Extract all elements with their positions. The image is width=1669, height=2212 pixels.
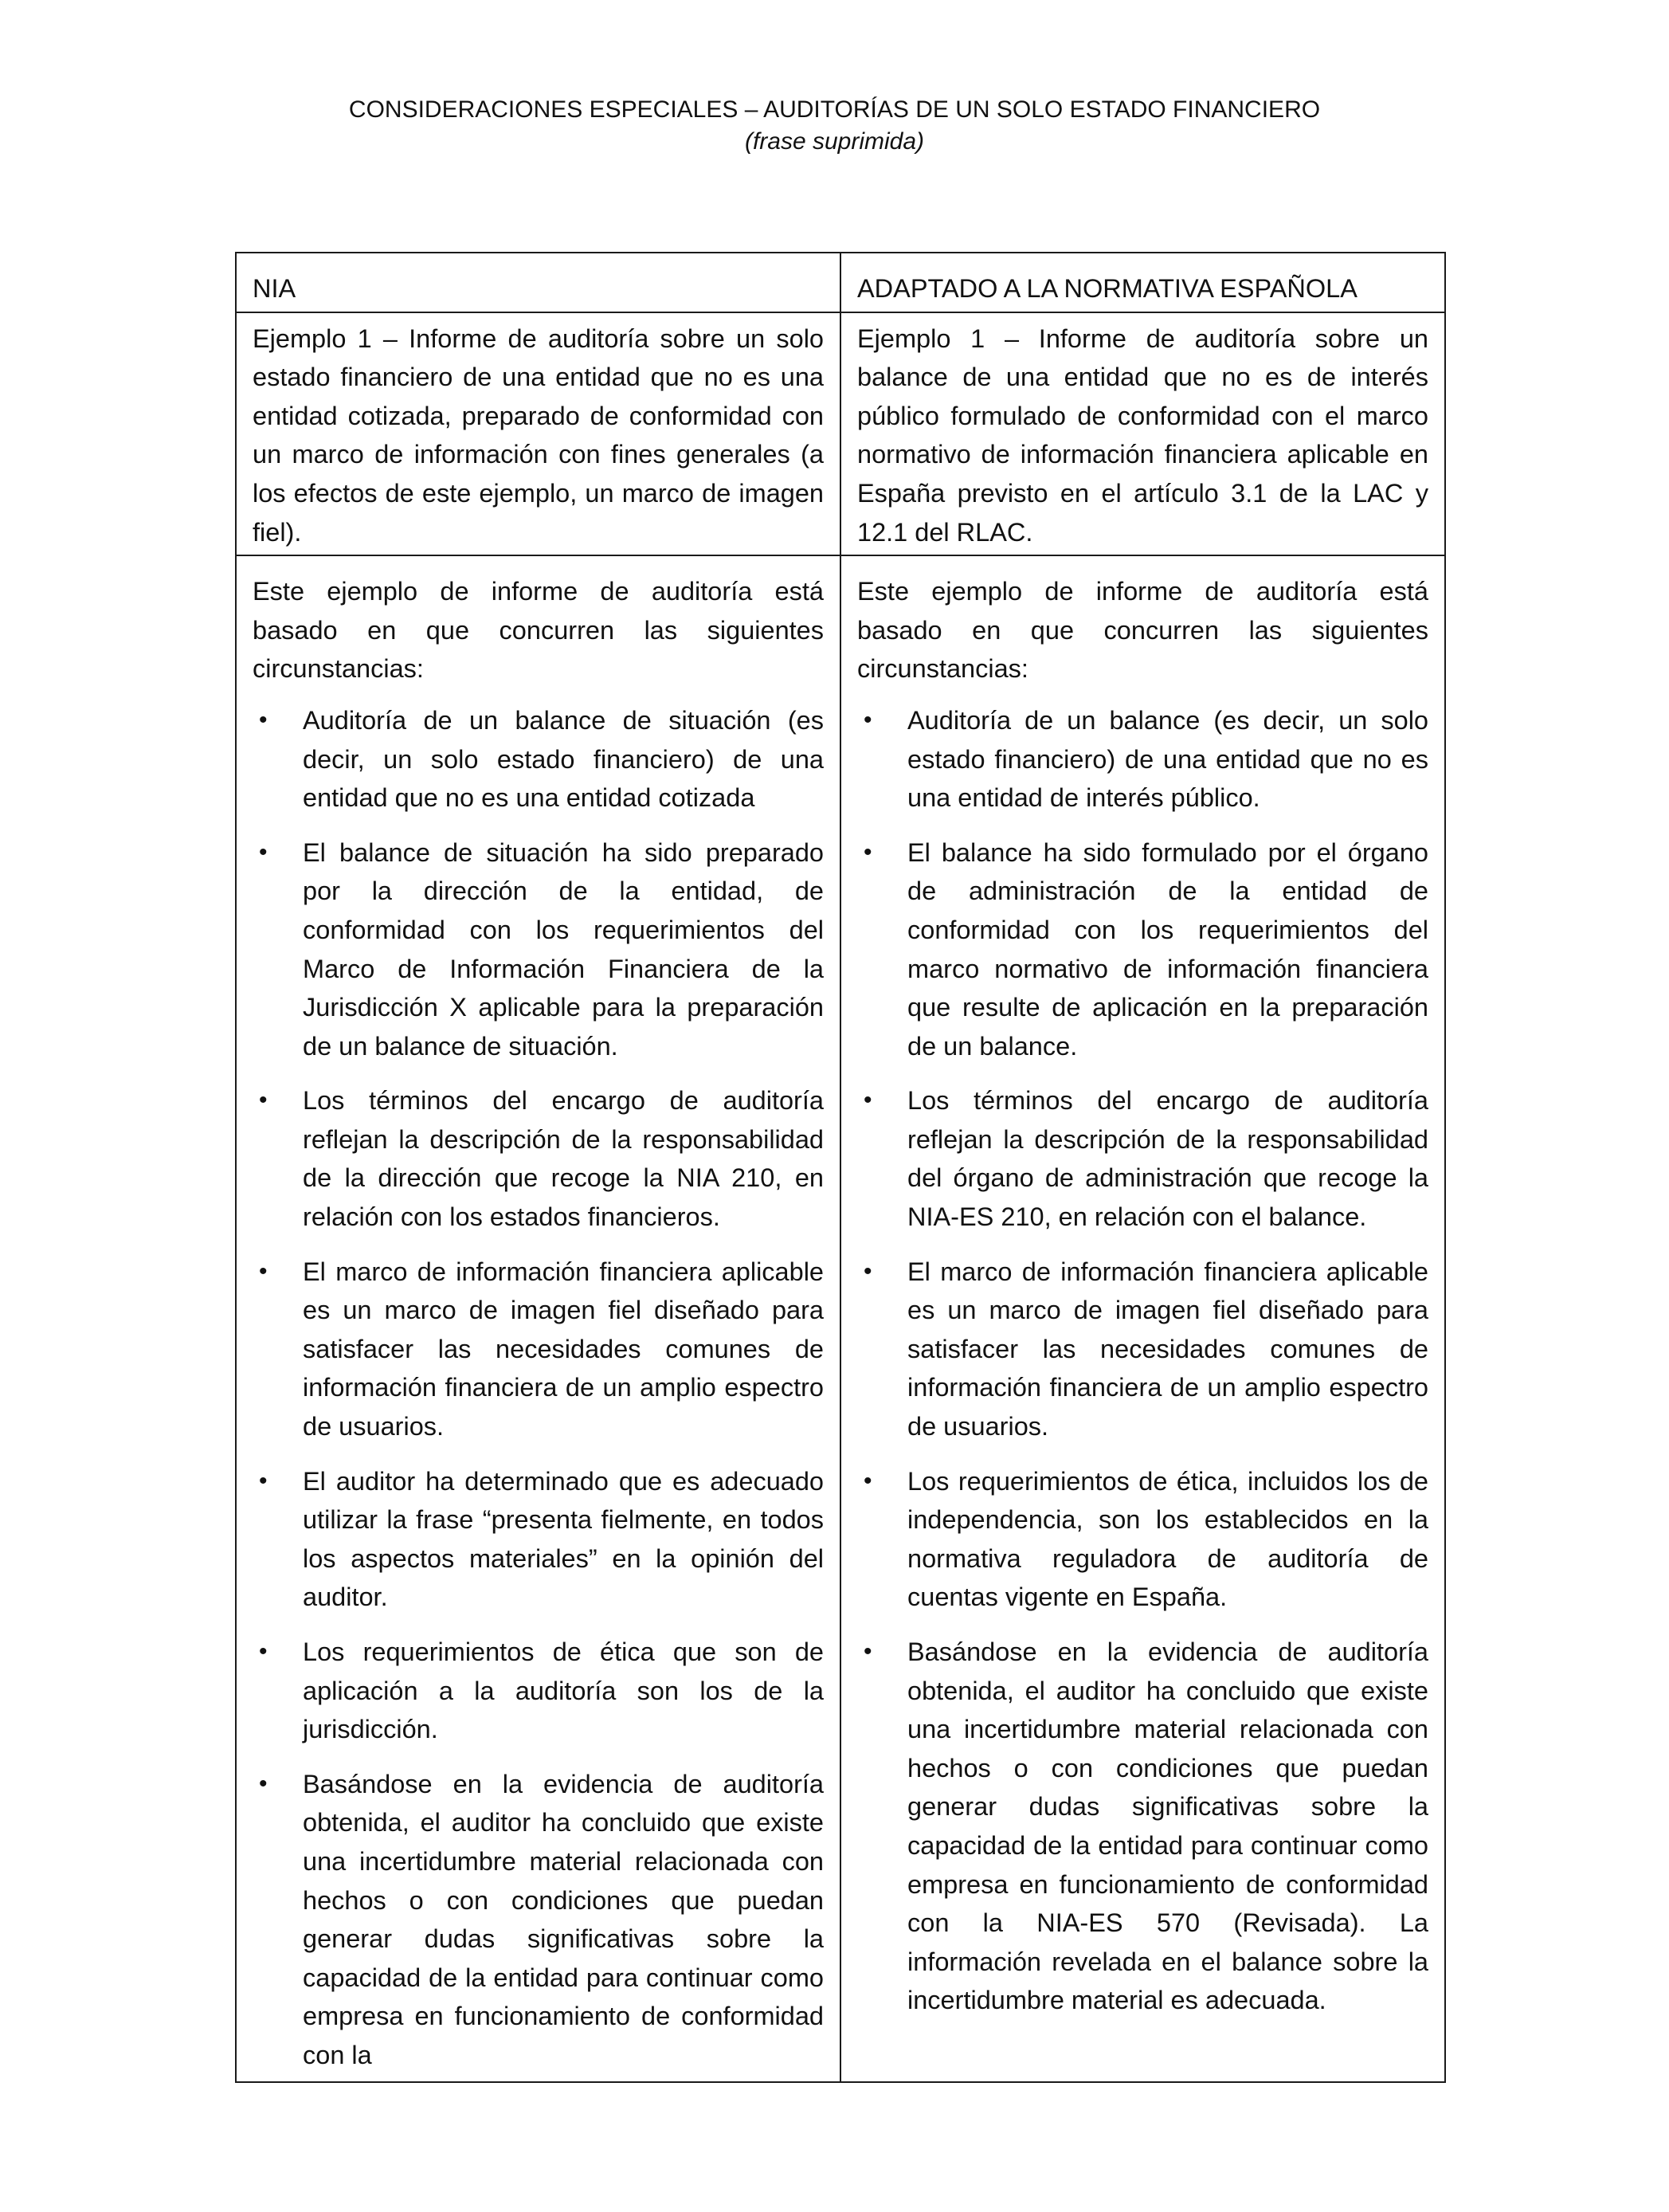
example-title-spanish: Ejemplo 1 – Informe de auditoría sobre un balance de una entidad que no es de interés público formulado de conformidad con el marco normativo de información financiera aplicable en España previsto en el artículo 3.1 de la LAC y 12.1 del RLAC. — [840, 312, 1445, 556]
example-title-row — [236, 312, 1445, 556]
column-header-spanish: ADAPTADO A LA NORMATIVA ESPAÑOLA — [840, 253, 1445, 312]
list-item: • Los términos del encargo de auditoría reflejan la descripción de la responsabilidad de la dirección que recoge la NIA 210, en relación con los estados financieros. — [253, 1081, 824, 1236]
comparison-table — [235, 252, 1446, 2083]
circumstances-cell-nia — [236, 555, 840, 2081]
table-header-row — [236, 253, 1445, 312]
circumstances-cell-spanish — [840, 555, 1445, 2081]
list-item: • Basándose en la evidencia de auditoría obtenida, el auditor ha concluido que existe una incertidumbre material relacionada con hechos o con condiciones que puedan generar dudas significativas sobre la capacidad de la entidad para continuar como empresa en funcionamiento de conformidad con la — [253, 1765, 824, 2075]
list-item: • El balance de situación ha sido preparado por la dirección de la entidad, de conformidad con los requerimientos del Marco de Información Financiera de la Jurisdicción X aplicable para la preparación de un balance de situación. — [253, 833, 824, 1066]
list-item: • Auditoría de un balance de situación (es decir, un solo estado financiero) de una entidad que no es una entidad cotizada — [253, 701, 824, 818]
list-item: • Los requerimientos de ética que son de aplicación a la auditoría son los de la jurisdicción. — [253, 1633, 824, 1749]
column-header-nia: NIA — [236, 253, 840, 312]
list-item: • El balance ha sido formulado por el órgano de administración de la entidad de conformidad con los requerimientos del marco normativo de información financiera que resulte de aplicación en la preparación de un balance. — [857, 833, 1428, 1066]
list-item: • El marco de información financiera aplicable es un marco de imagen fiel diseñado para satisfacer las necesidades comunes de información financiera de un amplio espectro de usuarios. — [857, 1253, 1428, 1446]
list-item: • El marco de información financiera aplicable es un marco de imagen fiel diseñado para satisfacer las necesidades comunes de información financiera de un amplio espectro de usuarios. — [253, 1253, 824, 1446]
list-item: • Los términos del encargo de auditoría reflejan la descripción de la responsabilidad del órgano de administración que recoge la NIA-ES 210, en relación con el balance. — [857, 1081, 1428, 1236]
list-item: • Basándose en la evidencia de auditoría obtenida, el auditor ha concluido que existe una incertidumbre material relacionada con hechos o con condiciones que puedan generar dudas significativas sobre la capacidad de la entidad para continuar como empresa en funcionamiento de conformidad con la NIA-ES 570 (Revisada). La información revelada en el balance sobre la incertidumbre material es adecuada. — [857, 1633, 1428, 2020]
intro-text-spanish: Este ejemplo de informe de auditoría está basado en que concurren las siguientes circunstancias: — [857, 577, 1428, 684]
example-title-nia: Ejemplo 1 – Informe de auditoría sobre un solo estado financiero de una entidad que no es una entidad cotizada, preparado de conformidad con un marco de información con fines generales (a los efectos de este ejemplo, un marco de imagen fiel). — [236, 312, 840, 556]
circumstances-row — [236, 555, 1445, 2081]
document-title: CONSIDERACIONES ESPECIALES – AUDITORÍAS DE UN SOLO ESTADO FINANCIERO — [348, 96, 1321, 123]
intro-text-nia: Este ejemplo de informe de auditoría está basado en que concurren las siguientes circunstancias: — [253, 577, 824, 684]
bullet-list-nia — [253, 701, 824, 2075]
page-header — [0, 94, 1669, 158]
list-item: • El auditor ha determinado que es adecuado utilizar la frase “presenta fielmente, en todos los aspectos materiales” en la opinión del auditor. — [253, 1462, 824, 1617]
list-item: • Los requerimientos de ética, incluidos los de independencia, son los establecidos en la normativa reguladora de auditoría de cuentas vigente en España. — [857, 1462, 1428, 1617]
bullet-list-spanish — [857, 701, 1428, 2020]
document-subtitle: (frase suprimida) — [744, 128, 925, 155]
list-item: • Auditoría de un balance (es decir, un solo estado financiero) de una entidad que no es una entidad de interés público. — [857, 701, 1428, 818]
